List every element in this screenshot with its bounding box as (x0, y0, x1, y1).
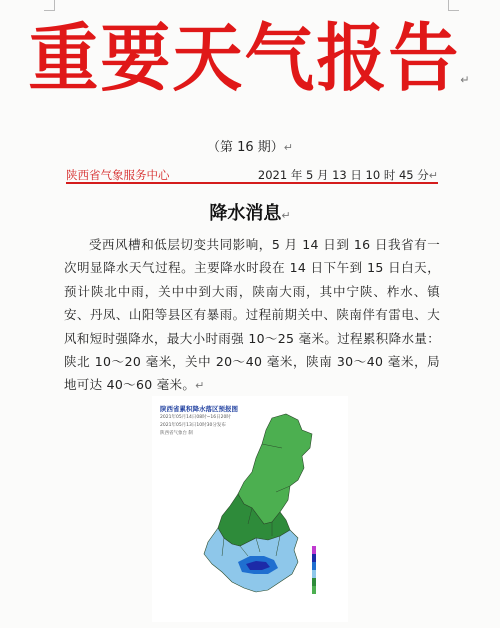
crop-mark-top-right (448, 0, 459, 11)
map-subtitle-issued: 2021年05月13日10时30分发布 (160, 423, 226, 428)
report-masthead (0, 14, 500, 122)
news-headline (0, 199, 500, 225)
legend-swatch-1 (312, 546, 316, 554)
publish-time: 2021 年 5 月 13 日 10 时 45 分↵ (257, 168, 438, 182)
paragraph-mark-icon: ↵ (195, 379, 205, 393)
map-title: 陕西省累积降水落区预报图 (160, 405, 238, 413)
paragraph-mark-icon: ↵ (283, 141, 294, 154)
legend-swatch-6 (312, 586, 316, 594)
issue-label: （第 16 期） (206, 140, 284, 155)
headline-text: 降水消息 (209, 203, 282, 224)
legend-swatch-5 (312, 578, 316, 586)
issue-number (0, 136, 500, 155)
paragraph-mark-icon: ↵ (281, 209, 291, 222)
body-paragraph (64, 233, 440, 398)
body-text: 受西风槽和低层切变共同影响，5 月 14 日到 16 日我省有一次明显降水天气过程。主要降水时段在 14 日下午到 15 日白天，预计陕北中雨，关中中到大雨，陕南大雨，其中宁陕、柞水、镇安、丹凤、山阳等县区有暴雨。过程前期关中、陕南伴有雷电、大风和短时强降水，最大小时雨强 10～25 毫米。过程累积降水量：陕北 10～20 毫米，关中 20～40 毫米，陕南 30～40 毫米，局地可达 40～60 毫米。 (64, 237, 440, 393)
paragraph-mark-icon: ↵ (460, 73, 472, 87)
header-rule (66, 182, 438, 184)
paragraph-mark-icon: ↵ (428, 169, 438, 182)
precipitation-map (152, 396, 348, 622)
organization-name: 陕西省气象服务中心 (66, 168, 170, 182)
report-meta (66, 167, 438, 181)
map-subtitle-producer: 陕西省气象台 制 (160, 431, 193, 436)
map-subtitle-period: 2021年05月14日08时~16日20时 (160, 415, 231, 420)
map-legend (312, 546, 316, 594)
legend-swatch-4 (312, 570, 316, 578)
masthead-title: 重要天气报告 (28, 14, 461, 102)
crop-mark-top-left (44, 0, 55, 11)
legend-swatch-2 (312, 554, 316, 562)
legend-swatch-3 (312, 562, 316, 570)
